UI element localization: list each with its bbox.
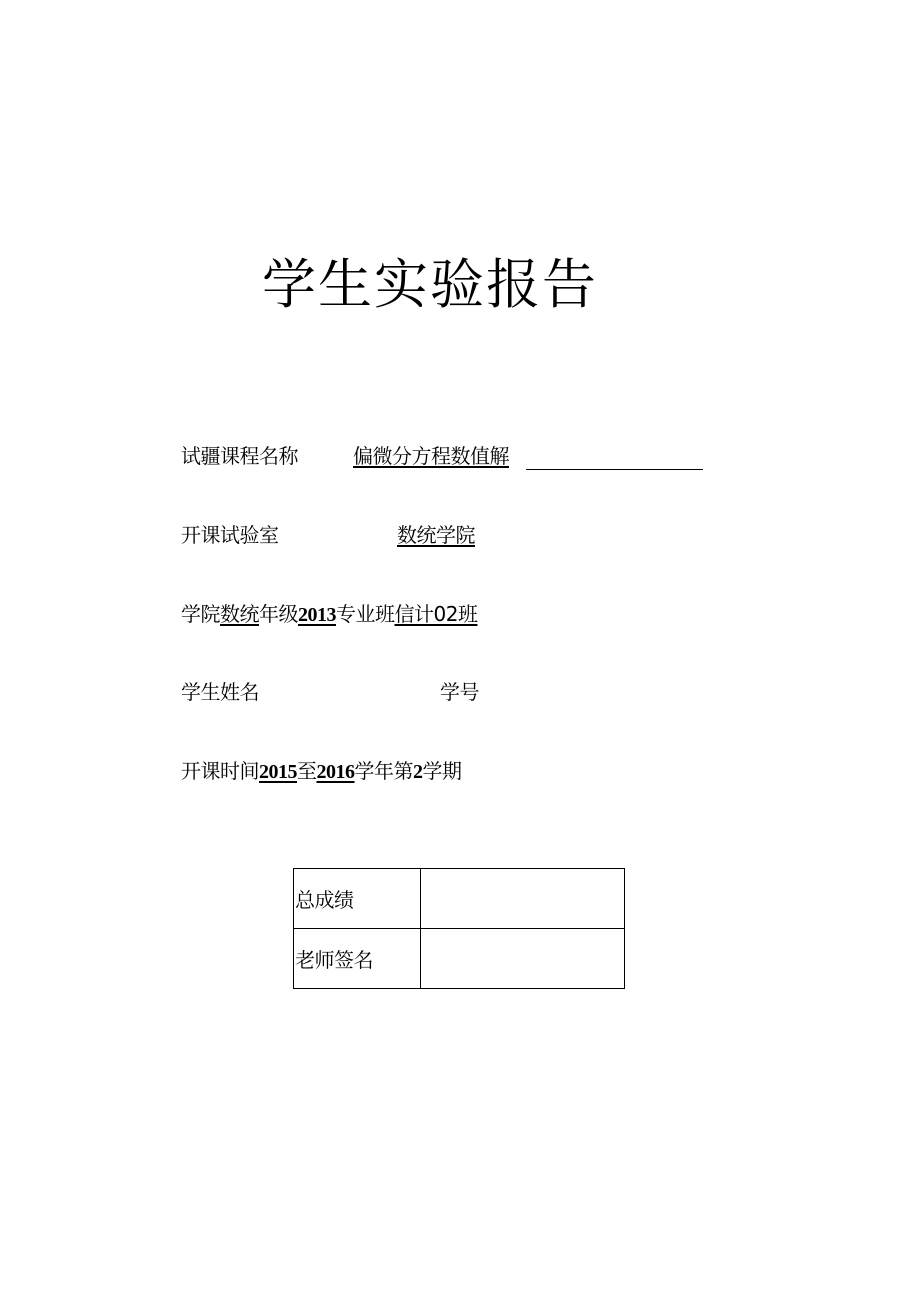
term-end-year: 2016 bbox=[316, 761, 355, 783]
term-row bbox=[181, 761, 462, 782]
term-to: 至 bbox=[297, 759, 317, 783]
term-year-suffix: 学年第 bbox=[354, 759, 413, 783]
lab-label: 开课试验室 bbox=[181, 523, 279, 547]
grade-label: 年级 bbox=[259, 602, 298, 626]
class-info-row bbox=[181, 604, 477, 625]
course-value: 偏微分方程数值解 bbox=[353, 444, 509, 468]
course-label: 试疆课程名称 bbox=[181, 444, 298, 468]
student-id-label: 学号 bbox=[440, 680, 479, 704]
lab-value: 数统学院 bbox=[397, 523, 475, 547]
total-score-value bbox=[421, 869, 625, 929]
term-number: 2 bbox=[413, 761, 423, 783]
report-title: 学生实验报告 bbox=[262, 253, 598, 316]
student-name-label: 学生姓名 bbox=[181, 680, 259, 704]
teacher-signature-label: 老师签名 bbox=[294, 929, 421, 989]
college-value: 数统 bbox=[220, 602, 259, 626]
grade-table bbox=[293, 868, 625, 989]
table-row bbox=[294, 869, 625, 929]
term-suffix: 学期 bbox=[422, 759, 462, 783]
grade-value: 2013 bbox=[298, 604, 336, 626]
course-blank-line bbox=[526, 469, 703, 470]
major-class-value: 信计02班 bbox=[394, 602, 478, 626]
table-row bbox=[294, 929, 625, 989]
college-label: 学院 bbox=[181, 602, 220, 626]
term-start-year: 2015 bbox=[259, 761, 297, 783]
total-score-label: 总成绩 bbox=[294, 869, 421, 929]
teacher-signature-value bbox=[421, 929, 625, 989]
major-label: 专业班 bbox=[336, 602, 395, 626]
term-label: 开课时间 bbox=[181, 759, 259, 783]
